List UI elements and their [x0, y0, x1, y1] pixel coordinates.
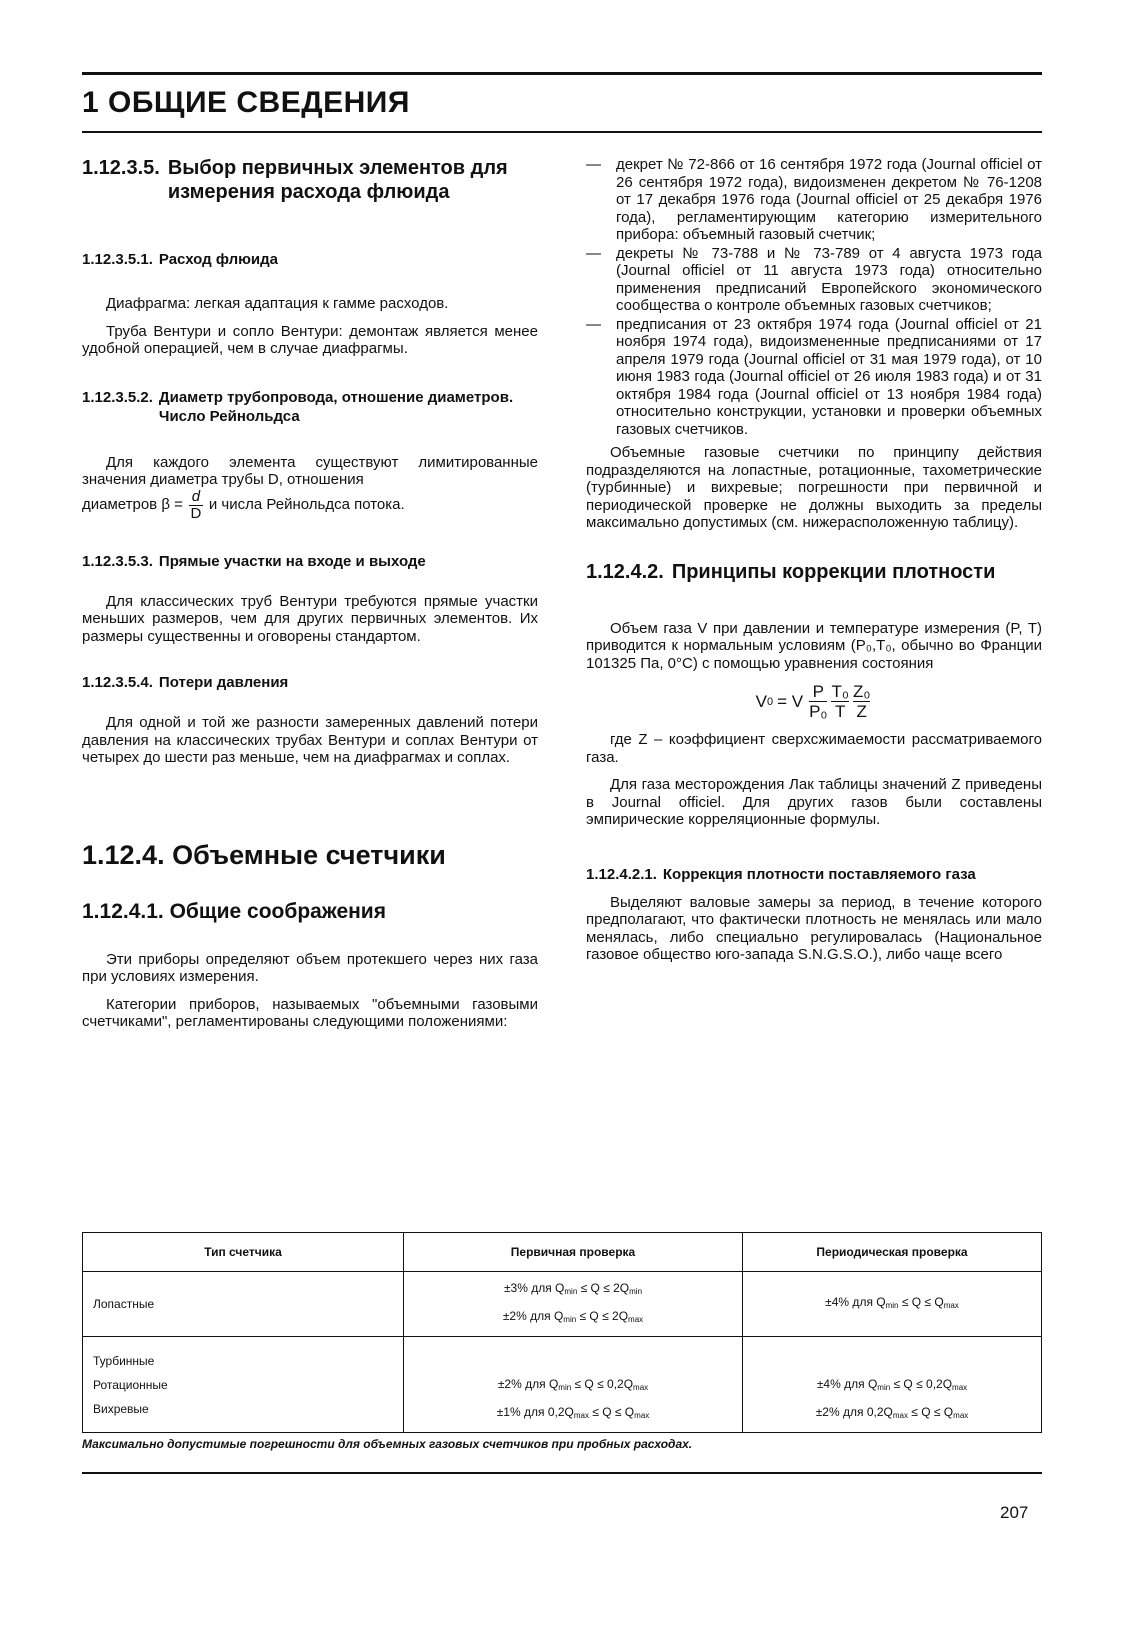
section-title: Принципы коррекции плотности [671, 560, 996, 583]
beta-fraction [189, 489, 203, 522]
section-heading-1-12-3-5 [82, 156, 538, 204]
cell-meter-types [83, 1337, 404, 1433]
error-limits-table [82, 1232, 1042, 1433]
formula-denominator: P₀ [809, 702, 828, 721]
cell-periodic-check [743, 1337, 1042, 1433]
tolerance-line: ±3% для $Q_{min} \le Q \le 2Q_{min}$ [503, 1281, 643, 1296]
beta-numerator: d [191, 487, 201, 505]
formula-fraction-temperature [831, 682, 848, 721]
paragraph-diafragma: Диафрагма: легкая адаптация к гамме расходов. [106, 295, 449, 312]
column-header-type: Тип счетчика [83, 1233, 404, 1272]
tolerance-line: ±1% для $0,2Q_{max} \le Q \le Q_{max}$ [496, 1405, 650, 1420]
left-column [82, 156, 538, 1031]
tolerance-line: ±4% для $Q_{min} \le Q \le 0,2Q_{max}$ [816, 1377, 968, 1392]
table-row [83, 1337, 1042, 1433]
formula-lhs: V [755, 691, 767, 711]
beta-denominator: D [190, 504, 202, 522]
section-title: Выбор первичных элементов для измерения расхода флюида [167, 157, 508, 203]
subsection-heading-1-12-3-5-2 [82, 388, 538, 426]
top-rule [82, 72, 1042, 75]
subsection-heading-1-12-3-5-1 [82, 250, 538, 269]
list-item: — предписания от 23 октября 1974 года (Journal officiel от 21 ноября 1974 года), видоизмененные предписаниями от 17 апреля 1979 года (Journal officiel от 31 мая 1979 года), от 10 июня 1983 года (Journal officiel от 26 июля 1983 года) и от 31 октября 1984 года (Journal officiel от 13 ноября 1984 года) относительно конструкции, установки и проверки объемных газовых счетчиков. [586, 315, 1042, 438]
subsection-title: Расход флюида [158, 251, 278, 268]
cell-primary-check [404, 1337, 743, 1433]
state-equation-formula [586, 682, 1042, 721]
tolerance-line: ±2% для $Q_{min} \le Q \le 2Q_{max}$ [502, 1309, 644, 1324]
subsection-title: Потери давления [158, 674, 289, 691]
paragraph-lak-field: Для газа месторождения Лак таблицы значений Z приведены в Journal officiel. Для других газов были составлены эмпирические корреляционные формулы. [586, 776, 1042, 828]
tolerance-line: ±4% для $Q_{min} \le Q \le Q_{max}$ [825, 1295, 959, 1310]
paragraph-limit: Для каждого элемента существуют лимитированные значения диаметра трубы D, отношения [82, 453, 538, 488]
subsection-title: Коррекция плотности поставляемого газа [662, 865, 976, 883]
formula-numerator: Z₀ [852, 682, 871, 701]
header-rule [82, 131, 1042, 133]
subsection-number: 1.12.3.5.3. [82, 552, 153, 570]
section-number: 1.12.3.5. [82, 157, 160, 179]
paragraph-gross-measurements: Выделяют валовые замеры за период, в течение которого предполагают, что фактически плотность не менялась или мало менялась, либо специально регулировалась (Национальное газовое общество юго-запада S.N.G.S.O.), либо чаще всего [586, 893, 1042, 963]
paragraph-z-factor: где Z – коэффициент сверхсжимаемости рассматриваемого газа. [586, 731, 1042, 766]
section-heading-1-12-4-2 [586, 560, 1042, 584]
formula-lhs-subscript: 0 [766, 695, 774, 708]
tolerance-line: ±2% для $0,2Q_{max} \le Q \le Q_{max}$ [815, 1405, 969, 1420]
page-number: 207 [1000, 1503, 1029, 1522]
subsection-number: 1.12.3.5.4. [82, 674, 153, 691]
paragraph-pressure-loss: Для одной и той же разности замеренных давлений потери давления на классических трубах Вентури и соплах Вентури от четырех до шести раз меньше, чем на диафрагмах и соплах. [82, 714, 538, 766]
subsection-number: 1.12.3.5.2. [82, 388, 153, 406]
formula-numerator: P [812, 682, 824, 701]
meter-type-turbine: Турбинные [93, 1353, 155, 1368]
cell-primary-check [404, 1272, 743, 1337]
cell-periodic-check [743, 1272, 1042, 1337]
subsection-number: 1.12.4.2.1. [586, 865, 657, 883]
subsection-heading-1-12-3-5-3 [82, 552, 538, 571]
formula-fraction-compressibility [853, 682, 870, 721]
table-row [83, 1272, 1042, 1337]
list-item: — декрет № 72-866 от 16 сентября 1972 года (Journal officiel от 26 сентября 1972 года), видоизменен декретом № 76-1208 от 17 декабря 1976 года (Journal officiel от 25 декабря 1976 года), регламентирующим категорию измерительного прибора: объемный газовый счетчик; [586, 156, 1042, 243]
beta-ratio-line [82, 489, 538, 522]
subsection-title: Диаметр трубопровода, отношение диаметров. Число Рейнольдса [158, 388, 514, 425]
list-item: — декреты № 73-788 и № 73-789 от 4 августа 1973 года (Journal officiel от 11 августа 1973 года) относительно применения предписаний Европейского экономического сообщества о контроле объемных газовых счетчиков; [586, 244, 1042, 314]
table-header-row [83, 1233, 1042, 1272]
list-item-text: декреты № 73-788 и № 73-789 от 4 августа 1973 года (Journal officiel от 11 августа 1973 года) относительно применения предписаний Европейского экономического сообщества о контроле объемных газовых счетчиков; [616, 244, 1042, 314]
meter-type-rotary: Ротационные [93, 1377, 168, 1392]
chapter-title: 1 ОБЩИЕ СВЕДЕНИЯ [82, 86, 410, 119]
tolerance-line: ±2% для $Q_{min} \le Q \le 0,2Q_{max}$ [497, 1377, 649, 1392]
paragraph-categories: Категории приборов, называемых "объемными газовыми счетчиками", регламентированы следующими положениями: [82, 995, 538, 1030]
beta-prefix: диаметров β = [82, 496, 183, 514]
bottom-rule [82, 1472, 1042, 1474]
formula-fraction-pressure [809, 682, 827, 721]
list-item-text: декрет № 72-866 от 16 сентября 1972 года (Journal officiel от 26 сентября 1972 года), видоизменен декретом № 76-1208 от 17 декабря 1976 года (Journal officiel от 25 декабря 1976 года), регламентирующим категорию измерительного прибора: объемный газовый счетчик; [616, 156, 1042, 243]
section-heading-1-12-4: 1.12.4. Объемные счетчики [82, 839, 446, 870]
section-heading-1-12-4-1: 1.12.4.1. Общие соображения [82, 899, 386, 923]
formula-equals: = V [777, 691, 804, 711]
beta-suffix: и числа Рейнольдса потока. [208, 496, 405, 514]
regulations-list [586, 156, 1042, 438]
section-number: 1.12.4.2. [586, 560, 664, 583]
paragraph-devices: Эти приборы определяют объем протекшего через них газа при условиях измерения. [82, 950, 538, 985]
subsection-number: 1.12.3.5.1. [82, 251, 153, 268]
subsection-heading-1-12-4-2-1 [586, 865, 1042, 884]
column-header-periodic: Периодическая проверка [743, 1233, 1042, 1272]
subsection-heading-1-12-3-5-4 [82, 673, 538, 692]
formula-denominator: Z [856, 702, 867, 721]
list-item-text: предписания от 23 октября 1974 года (Journal officiel от 21 ноября 1974 года), видоизмененные предписаниями от 17 апреля 1979 года (Journal officiel от 31 мая 1979 года), от 10 июня 1983 года (Journal officiel от 26 июля 1983 года) и от 31 октября 1984 года (Journal officiel от 13 ноября 1984 года) относительно конструкции, установки и проверки объемных газовых счетчиков. [616, 315, 1042, 438]
table-caption: Максимально допустимые погрешности для объемных газовых счетчиков при пробных расходах. [82, 1437, 693, 1451]
formula-numerator: T₀ [831, 682, 849, 701]
paragraph-volume: Объем газа V при давлении и температуре измерения (P, T) приводится к нормальным условиям (P₀,T₀, обычно во Франции 101325 Па, 0°С) с помощью уравнения состояния [586, 619, 1042, 672]
paragraph-straight-sections: Для классических труб Вентури требуются прямые участки меньших размеров, чем для других первичных элементов. Их размеры существенны и оговорены стандартом. [82, 592, 538, 645]
column-header-primary: Первичная проверка [404, 1233, 743, 1272]
paragraph-venturi: Труба Вентури и сопло Вентури: демонтаж является менее удобной операцией, чем в случае диафрагмы. [82, 322, 538, 357]
paragraph-meter-types: Объемные газовые счетчики по принципу действия подразделяются на лопастные, ротационные, тахометрические (турбинные) и вихревые; погрешности при первичной и периодической проверке не должны выходить за пределы максимально допустимых (см. нижерасположенную таблицу). [586, 444, 1042, 531]
meter-type-vortex: Вихревые [93, 1401, 149, 1416]
right-column [586, 156, 1042, 964]
cell-meter-type: Лопастные [83, 1272, 404, 1337]
formula-denominator: T [835, 702, 846, 721]
subsection-title: Прямые участки на входе и выходе [158, 552, 426, 570]
